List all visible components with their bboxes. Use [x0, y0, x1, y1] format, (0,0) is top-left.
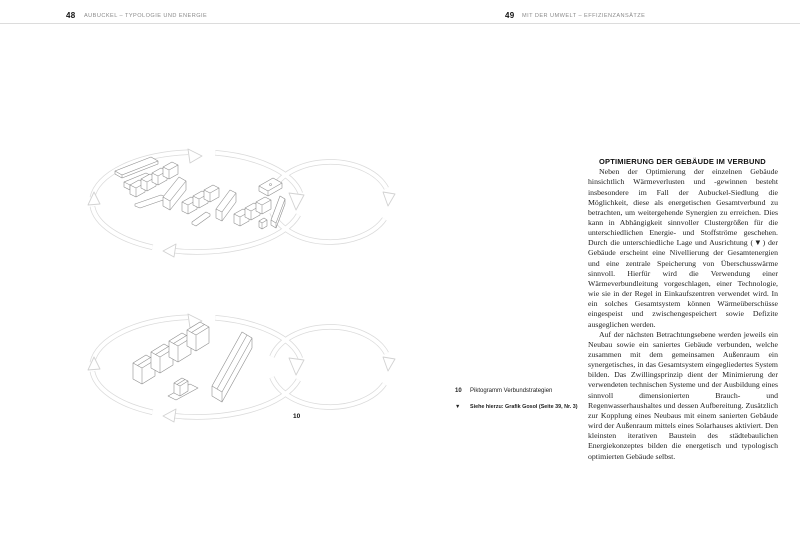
article-paragraph: Auf der nächsten Betrachtungsebene werden jeweils ein Neubau sowie ein saniertes Gebäude verbunden, welche zusammen mit dem gemeinsamen Außenraum ein synergetisches, in das Gesamtsystem eingegliedertes System bilden. Das Zwillingsprinzip dient der Minimierung der verwendeten technischen Systeme und der Ausbildung eines sinnvoll dimensionierten Brauch- und Regenwasserhaushaltes und dessen Aufbereitung. Zusätzlich zur Kopplung eines Neubaus mit einem sanierten Gebäude wird der Außenraum mittels eines Solarhauses aktiviert. Den kleinsten iterativen Baustein des städtebaulichen Energiekonzeptes bilden die energetisch und typologisch optimierten Gebäude selbst.: [588, 329, 778, 461]
reference-triangle-icon: ▼: [455, 404, 461, 410]
building-plate: [135, 195, 166, 208]
caption-number: 10: [455, 388, 462, 394]
building-small-box: [259, 218, 267, 229]
caption-text: Piktogramm Verbundstrategien: [470, 388, 553, 394]
article-heading: OPTIMIERUNG DER GEBÄUDE IM VERBUND: [599, 157, 766, 166]
pictogram-figure: [60, 140, 405, 440]
article-column: [588, 157, 778, 462]
reference-text: Siehe hierzu: Grafik Gosol (Seite 39, Nr. 3): [470, 404, 578, 410]
figure-number: 10: [293, 413, 301, 420]
building-long-gabled-bar: [212, 332, 252, 402]
running-title-right: MIT DER UMWELT – EFFIZIENZANSÄTZE: [522, 12, 646, 19]
page-number-right: 49: [505, 11, 515, 20]
building-cube-cluster: [182, 185, 219, 214]
building-gabled-row: [133, 322, 209, 384]
page-number-left: 48: [66, 11, 76, 20]
header-rule: [0, 23, 800, 24]
row-circulation-pictogram: [88, 314, 395, 422]
building-ramp: [192, 212, 210, 226]
cluster-circulation-pictogram: [88, 149, 395, 257]
article-paragraph: Neben der Optimierung der einzelnen Gebäude hinsichtlich Wärmeverlusten und -gewinnen besteht insbesondere im Fall der Aubuckel-Siedlung die Möglichkeit, diese als energetischen Gesamtverbund zu betrachten, um weitergehende Synergien zu erreichen. Dies kann in Abhängigkeit sinnvoller Clustergrößen für die unterschiedlichen Energie- und Stoffströme geschehen. Durch die unterschiedliche Lage und Ausrichtung (▼) der Gebäude erscheint eine Nivellierung der Gesamtenergien und eine zentrale Speicherung von Überschusswärme sinnvoll. Hierfür wird die Verwendung einer Wärmeverbundleitung vorgeschlagen, einer Technologie, wie sie in der Regel in Einkaufszentren verwendet wird. In ein solches Gesamtsystem können Wärmeüberschüsse eingespeist und zwischengespeichert sowie Defizite ausgeglichen werden.: [588, 167, 778, 329]
running-title-left: AUBUCKEL – TYPOLOGIE UND ENERGIE: [84, 12, 208, 19]
